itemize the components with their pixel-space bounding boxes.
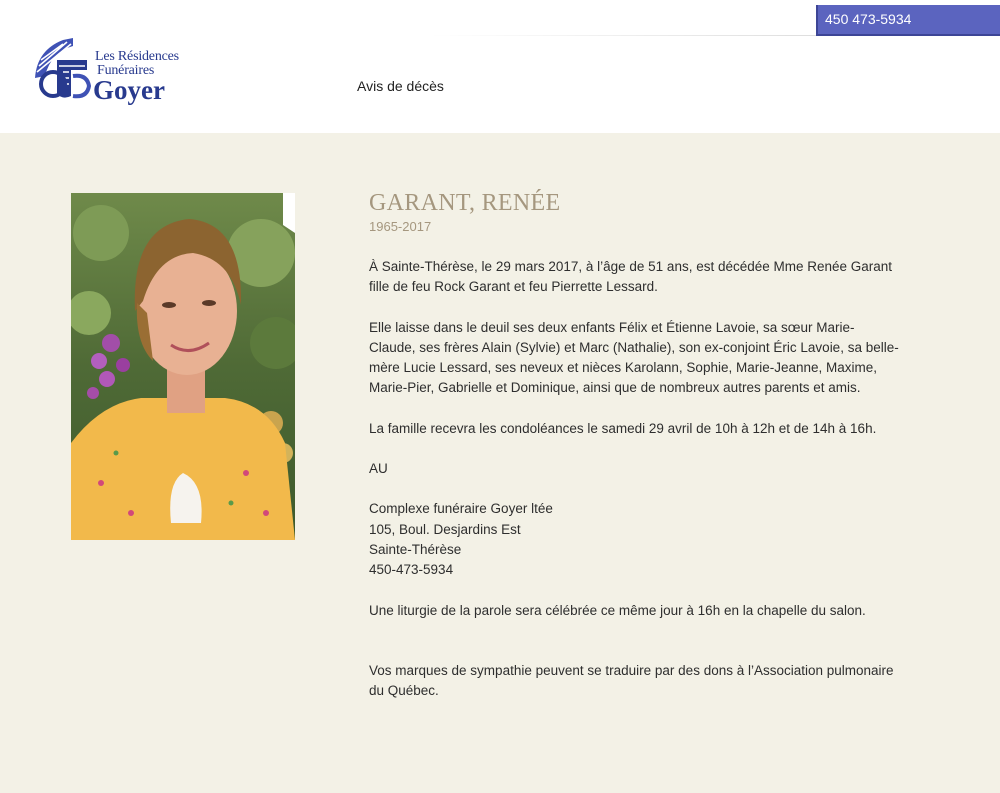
logo-line-2: Funéraires bbox=[97, 63, 155, 78]
address-line-name: Complexe funéraire Goyer ltée bbox=[369, 501, 553, 517]
logo-wordmark bbox=[93, 49, 179, 105]
deceased-portrait bbox=[71, 193, 295, 540]
address-line-phone: 450-473-5934 bbox=[369, 562, 454, 578]
obituary-paragraph-au: AU bbox=[369, 461, 388, 477]
obituary-paragraph-death: À Sainte-Thérèse, le 29 mars 2017, à l’âge de 51 ans, est décédée Mme Renée Garant fille de feu Rock Garant et feu Pierrette Lessard. bbox=[369, 259, 893, 295]
address-line-street: 105, Boul. Desjardins Est bbox=[369, 521, 521, 537]
address-line-city: Sainte-Thérèse bbox=[369, 541, 462, 557]
site-header bbox=[0, 0, 1000, 133]
logo-line-1: Les Résidences bbox=[95, 49, 179, 64]
obituary-paragraph-visitation: La famille recevra les condoléances le samedi 29 avril de 10h à 12h et de 14h à 16h. bbox=[369, 420, 877, 436]
funeral-home-address bbox=[369, 499, 899, 580]
logo-emblem-icon bbox=[33, 36, 97, 102]
obituary-paragraph-donations: Vos marques de sympathie peuvent se traduire par des dons à l’Association pulmonaire du Québec. bbox=[369, 662, 894, 699]
obituary-paragraph-liturgy: Une liturgie de la parole sera célébrée ce même jour à 16h en la chapelle du salon. bbox=[369, 602, 866, 618]
header-divider bbox=[430, 35, 816, 36]
obituary-years: 1965-2017 bbox=[369, 219, 432, 234]
obituary-paragraph-family: Elle laisse dans le deuil ses deux enfants Félix et Étienne Lavoie, sa sœur Marie-Claude, ses frères Alain (Sylvie) et Marc (Nathalie), son ex-conjoint Éric Lavoie, sa belle-mère Lucie Lessard, ses neveux et nièces Karolann, Sophie, Marie-Jeanne, Maxime, Marie-Pier, Gabrielle et Dominique, ainsi que de nombreux autres parents et amis. bbox=[369, 319, 899, 396]
logo-line-3: Goyer bbox=[93, 75, 165, 105]
obituary-content bbox=[369, 189, 899, 701]
phone-button[interactable]: 450 473-5934 bbox=[816, 5, 1000, 36]
nav-avis-de-deces[interactable]: Avis de décès bbox=[357, 78, 444, 94]
site-logo[interactable] bbox=[33, 36, 193, 105]
obituary-name: GARANT, RENÉE bbox=[369, 190, 561, 216]
